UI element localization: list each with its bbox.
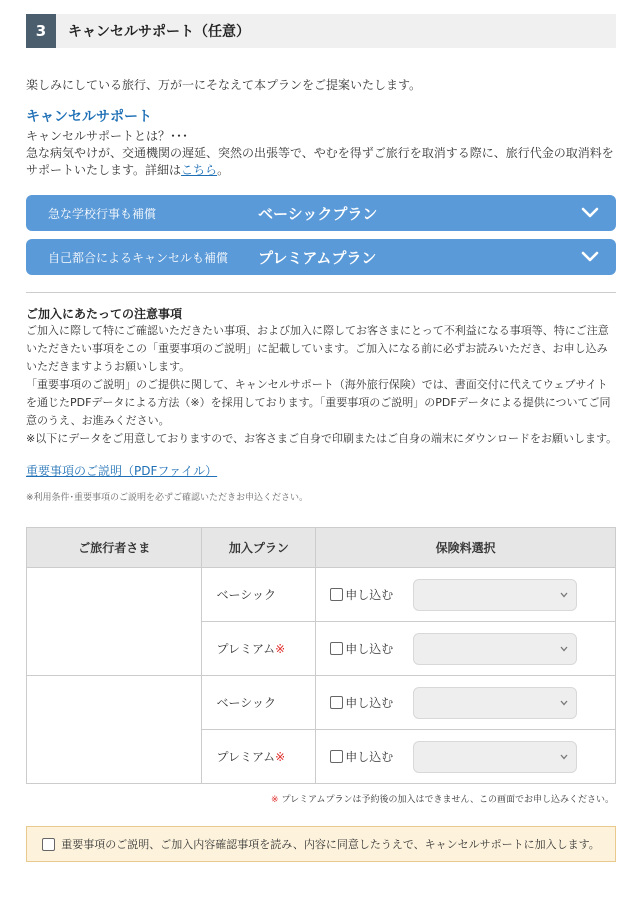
apply-checkbox[interactable] (330, 750, 343, 763)
premium-plan-subtitle: 自己都合によるキャンセルも補償 (48, 250, 229, 265)
apply-label[interactable]: 申し込む (345, 642, 394, 656)
pdf-note: ※利用条件･重要事項のご説明を必ずご確認いただきお申込ください。 (26, 493, 309, 503)
apply-label[interactable]: 申し込む (345, 750, 394, 764)
apply-label[interactable]: 申し込む (345, 588, 394, 602)
premium-select-cell (316, 730, 616, 784)
table-header-row (27, 528, 616, 568)
traveler-name (27, 676, 202, 784)
notes-paragraph-1: ご加入に際して特にご確認いただきたい事項、および加入に際してお客さまにとって不利益になる事項等、特にご注意いただきたい事項をこの「重要事項のご説明」に記載しています。ご加入になる前に必ずお読みいただき、お申し込みいただきますようお願いします。 (26, 324, 609, 373)
notes-paragraph-3: ※以下にデータをご用意しておりますので、お客さまご自身で印刷またはご自身の端末にダウンロードをお願いします。 (26, 432, 618, 445)
intro-text: 楽しみにしている旅行、万が一にそなえて本プランをご提案いたします。 (26, 78, 422, 92)
premium-select-cell (316, 622, 616, 676)
apply-label[interactable]: 申し込む (345, 696, 394, 710)
header-premium: 保険料選択 (316, 528, 616, 568)
section-title: キャンセルサポート（任意） (68, 24, 250, 40)
agreement-label[interactable]: 重要事項のご説明、ご加入内容確認事項を読み、内容に同意したうえで、キャンセルサポートに加入します。 (61, 838, 600, 851)
premium-select[interactable] (413, 741, 577, 773)
notes-title: ご加入にあたっての注意事項 (26, 307, 183, 321)
premium-select-cell (316, 676, 616, 730)
plan-selection-table (26, 527, 616, 784)
plan-name: ベーシック (216, 588, 277, 602)
section-header (26, 14, 616, 48)
traveler-name (27, 568, 202, 676)
chevron-down-icon (580, 205, 600, 221)
cancel-support-description (26, 145, 618, 179)
basic-plan-accordion[interactable] (26, 195, 616, 231)
section-number: 3 (26, 14, 56, 48)
plan-name: ベーシック (216, 696, 277, 710)
chevron-down-icon (560, 700, 568, 706)
premium-plan-accordion[interactable] (26, 239, 616, 275)
table-row (27, 568, 616, 622)
premium-footnote (271, 792, 614, 805)
notes-body (26, 322, 618, 448)
plan-name-cell (202, 730, 316, 784)
header-plan: 加入プラン (202, 528, 316, 568)
plan-name-cell (202, 568, 316, 622)
chevron-down-icon (560, 646, 568, 652)
plan-mark: ※ (275, 750, 286, 764)
apply-checkbox[interactable] (330, 588, 343, 601)
cancel-support-title: キャンセルサポート (26, 109, 152, 125)
cancel-support-question: キャンセルサポートとは？･･･ (26, 129, 189, 143)
table-row (27, 676, 616, 730)
chevron-down-icon (560, 592, 568, 598)
chevron-down-icon (580, 249, 600, 265)
premium-select[interactable] (413, 687, 577, 719)
premium-select[interactable] (413, 579, 577, 611)
apply-checkbox[interactable] (330, 642, 343, 655)
basic-plan-subtitle: 急な学校行事も補償 (48, 206, 157, 221)
details-link[interactable]: こちら (181, 163, 218, 177)
footnote-text: プレミアムプランは予約後の加入はできません、この画面でお申し込みください。 (278, 795, 614, 805)
agreement-checkbox[interactable] (42, 838, 55, 851)
plan-name: プレミアム (216, 750, 276, 764)
pdf-link[interactable]: 重要事項のご説明（PDFファイル） (26, 464, 218, 478)
header-traveler: ご旅行者さま (27, 528, 202, 568)
chevron-down-icon (560, 754, 568, 760)
plan-name: プレミアム (216, 642, 276, 656)
plan-mark: ※ (275, 642, 286, 656)
footnote-mark: ※ (271, 795, 279, 805)
agreement-box[interactable] (26, 826, 616, 862)
cancel-support-desc-end: 。 (217, 163, 230, 177)
premium-select-cell (316, 568, 616, 622)
premium-plan-name: プレミアムプラン (258, 248, 377, 267)
section-divider (26, 292, 616, 293)
plan-name-cell (202, 622, 316, 676)
notes-paragraph-2: 「重要事項のご説明」のご提供に関して、キャンセルサポート（海外旅行保険）では、書面交付に代えてウェブサイトを通じたPDFデータによる方法（※）を採用しております。「重要事項のご説明」のPDFデータによる提供についてご同意のうえ、お進みください。 (26, 378, 611, 427)
cancel-support-desc-text: 急な病気やけが、交通機関の遅延、突然の出張等で、やむを得ずご旅行を取消する際に、旅行代金の取消料をサポートいたします。詳細は (26, 146, 614, 177)
apply-checkbox[interactable] (330, 696, 343, 709)
plan-name-cell (202, 676, 316, 730)
basic-plan-name: ベーシックプラン (258, 204, 378, 223)
premium-select[interactable] (413, 633, 577, 665)
